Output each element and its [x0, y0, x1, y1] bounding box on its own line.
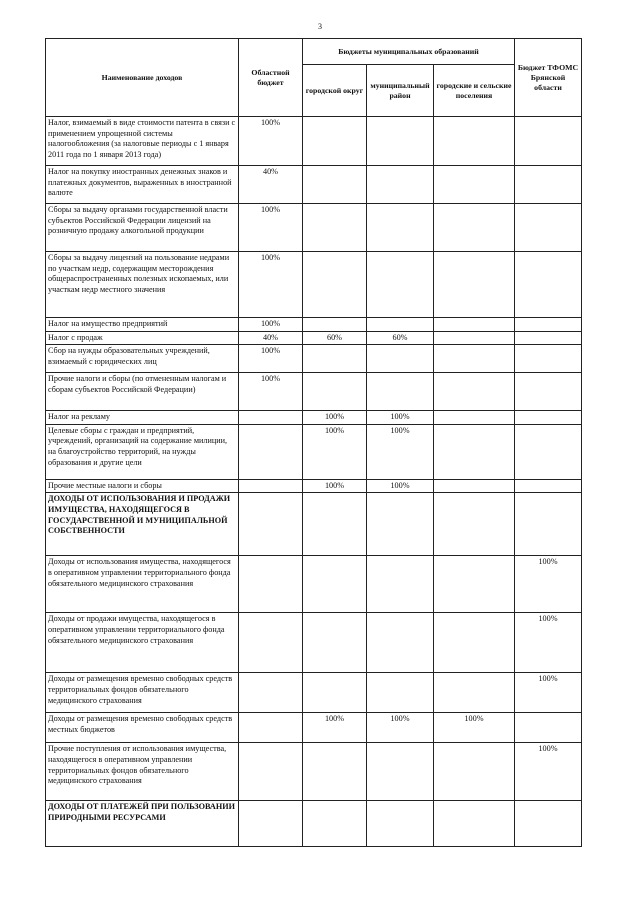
cell-regional: 100%	[239, 204, 303, 252]
page-number: 3	[318, 22, 322, 31]
cell-district	[367, 204, 434, 252]
table-row	[46, 556, 582, 613]
cell-city	[303, 318, 367, 332]
cell-city	[303, 743, 367, 801]
cell-tfoms	[515, 166, 582, 204]
table-row	[46, 204, 582, 252]
header-regional: Областной бюджет	[239, 39, 303, 117]
cell-settlements: 100%	[434, 713, 515, 743]
section-row	[46, 493, 582, 556]
cell-city	[303, 117, 367, 166]
cell-district: 100%	[367, 424, 434, 479]
cell-regional	[239, 556, 303, 613]
cell-district: 100%	[367, 411, 434, 425]
cell-regional	[239, 613, 303, 673]
cell-settlements	[434, 117, 515, 166]
cell-settlements	[434, 556, 515, 613]
cell-city	[303, 345, 367, 373]
cell-name: Целевые сборы с граждан и предприятий, учреждений, организаций на содержание милиции, на благоустройство территорий, на нужды образования и другие цели	[46, 424, 239, 479]
cell-name: Прочие налоги и сборы (по отмененным налогам и сборам субъектов Российской Федерации)	[46, 373, 239, 411]
cell-settlements	[434, 479, 515, 493]
cell-name: ДОХОДЫ ОТ ИСПОЛЬЗОВАНИЯ И ПРОДАЖИ ИМУЩЕСТВА, НАХОДЯЩЕГОСЯ В ГОСУДАРСТВЕННОЙ И МУНИЦИПАЛЬНОЙ СОБСТВЕННОСТИ	[46, 493, 239, 556]
cell-district	[367, 345, 434, 373]
cell-regional: 100%	[239, 318, 303, 332]
cell-regional	[239, 479, 303, 493]
table-row	[46, 373, 582, 411]
cell-city: 100%	[303, 411, 367, 425]
table-row	[46, 117, 582, 166]
table-row	[46, 345, 582, 373]
table-row	[46, 411, 582, 425]
cell-name: Налог с продаж	[46, 331, 239, 345]
cell-regional	[239, 424, 303, 479]
cell-district	[367, 166, 434, 204]
cell-name: Налог на рекламу	[46, 411, 239, 425]
cell-tfoms	[515, 331, 582, 345]
cell-regional: 40%	[239, 331, 303, 345]
cell-tfoms	[515, 411, 582, 425]
cell-tfoms	[515, 117, 582, 166]
cell-settlements	[434, 318, 515, 332]
cell-city	[303, 613, 367, 673]
header-settlements: городские и сельские поселения	[434, 65, 515, 117]
cell-district: 100%	[367, 713, 434, 743]
cell-city	[303, 801, 367, 847]
cell-settlements	[434, 331, 515, 345]
cell-tfoms	[515, 204, 582, 252]
cell-name: Доходы от размещения временно свободных средств местных бюджетов	[46, 713, 239, 743]
cell-city	[303, 556, 367, 613]
cell-city	[303, 166, 367, 204]
cell-settlements	[434, 166, 515, 204]
cell-settlements	[434, 252, 515, 318]
table-row	[46, 166, 582, 204]
table-body	[46, 117, 582, 847]
revenue-distribution-table	[45, 38, 582, 847]
cell-district	[367, 117, 434, 166]
cell-tfoms	[515, 713, 582, 743]
cell-tfoms	[515, 493, 582, 556]
table-row	[46, 613, 582, 673]
table-row	[46, 331, 582, 345]
table-row	[46, 743, 582, 801]
section-row	[46, 801, 582, 847]
cell-regional: 100%	[239, 117, 303, 166]
cell-tfoms	[515, 801, 582, 847]
cell-tfoms: 100%	[515, 556, 582, 613]
header-tfoms: Бюджет ТФОМС Брянской области	[515, 39, 582, 117]
cell-tfoms	[515, 318, 582, 332]
table-row	[46, 713, 582, 743]
cell-settlements	[434, 801, 515, 847]
cell-tfoms	[515, 479, 582, 493]
cell-name: Налог, взимаемый в виде стоимости патента в связи с применением упрощенной системы налогообложения (за налоговые периоды с 1 января 2011 года по 1 января 2013 года)	[46, 117, 239, 166]
cell-city	[303, 493, 367, 556]
cell-name: Прочие местные налоги и сборы	[46, 479, 239, 493]
cell-regional: 100%	[239, 252, 303, 318]
cell-district	[367, 743, 434, 801]
cell-district	[367, 801, 434, 847]
cell-name: ДОХОДЫ ОТ ПЛАТЕЖЕЙ ПРИ ПОЛЬЗОВАНИИ ПРИРОДНЫМИ РЕСУРСАМИ	[46, 801, 239, 847]
cell-regional	[239, 801, 303, 847]
cell-name: Прочие поступления от использования имущества, находящегося в оперативном управлении территориальных фондов обязательного медицинского страхования	[46, 743, 239, 801]
cell-tfoms: 100%	[515, 743, 582, 801]
cell-city	[303, 373, 367, 411]
cell-regional: 40%	[239, 166, 303, 204]
table-row	[46, 424, 582, 479]
cell-city: 60%	[303, 331, 367, 345]
cell-tfoms	[515, 345, 582, 373]
cell-district	[367, 613, 434, 673]
cell-settlements	[434, 204, 515, 252]
cell-tfoms	[515, 424, 582, 479]
cell-name: Доходы от размещения временно свободных средств территориальных фондов обязательного медицинского страхования	[46, 673, 239, 713]
cell-name: Сборы за выдачу лицензий на пользование недрами по участкам недр, содержащим месторождения общераспространенных полезных ископаемых, или участкам недр местного значения	[46, 252, 239, 318]
cell-regional: 100%	[239, 345, 303, 373]
cell-district	[367, 673, 434, 713]
table-row	[46, 673, 582, 713]
cell-district	[367, 318, 434, 332]
table-row	[46, 479, 582, 493]
cell-city: 100%	[303, 713, 367, 743]
cell-city: 100%	[303, 479, 367, 493]
cell-regional	[239, 673, 303, 713]
header-district: муниципальный район	[367, 65, 434, 117]
cell-name: Сборы за выдачу органами государственной власти субъектов Российской Федерации лицензий на розничную продажу алкогольной продукции	[46, 204, 239, 252]
cell-tfoms: 100%	[515, 613, 582, 673]
cell-district: 100%	[367, 479, 434, 493]
header-city: городской округ	[303, 65, 367, 117]
cell-tfoms	[515, 252, 582, 318]
cell-settlements	[434, 493, 515, 556]
cell-regional: 100%	[239, 373, 303, 411]
cell-city: 100%	[303, 424, 367, 479]
cell-district: 60%	[367, 331, 434, 345]
cell-settlements	[434, 673, 515, 713]
cell-district	[367, 556, 434, 613]
table-row	[46, 318, 582, 332]
cell-name: Налог на покупку иностранных денежных знаков и платежных документов, выраженных в иностранной валюте	[46, 166, 239, 204]
cell-tfoms: 100%	[515, 673, 582, 713]
cell-regional	[239, 493, 303, 556]
cell-name: Доходы от продажи имущества, находящегося в оперативном управлении территориального фонда обязательного медицинского страхования	[46, 613, 239, 673]
cell-district	[367, 493, 434, 556]
cell-settlements	[434, 411, 515, 425]
cell-regional	[239, 411, 303, 425]
cell-settlements	[434, 373, 515, 411]
cell-city	[303, 204, 367, 252]
cell-name: Сбор на нужды образовательных учреждений, взимаемый с юридических лиц	[46, 345, 239, 373]
cell-name: Доходы от использования имущества, находящегося в оперативном управлении территориального фонда обязательного медицинского страхования	[46, 556, 239, 613]
cell-regional	[239, 743, 303, 801]
cell-name: Налог на имущество предприятий	[46, 318, 239, 332]
cell-settlements	[434, 345, 515, 373]
header-municipal-group: Бюджеты муниципальных образований	[303, 39, 515, 65]
cell-district	[367, 373, 434, 411]
cell-settlements	[434, 424, 515, 479]
cell-settlements	[434, 743, 515, 801]
cell-district	[367, 252, 434, 318]
cell-tfoms	[515, 373, 582, 411]
cell-regional	[239, 713, 303, 743]
header-name: Наименование доходов	[46, 39, 239, 117]
cell-city	[303, 673, 367, 713]
cell-settlements	[434, 613, 515, 673]
table-row	[46, 252, 582, 318]
cell-city	[303, 252, 367, 318]
